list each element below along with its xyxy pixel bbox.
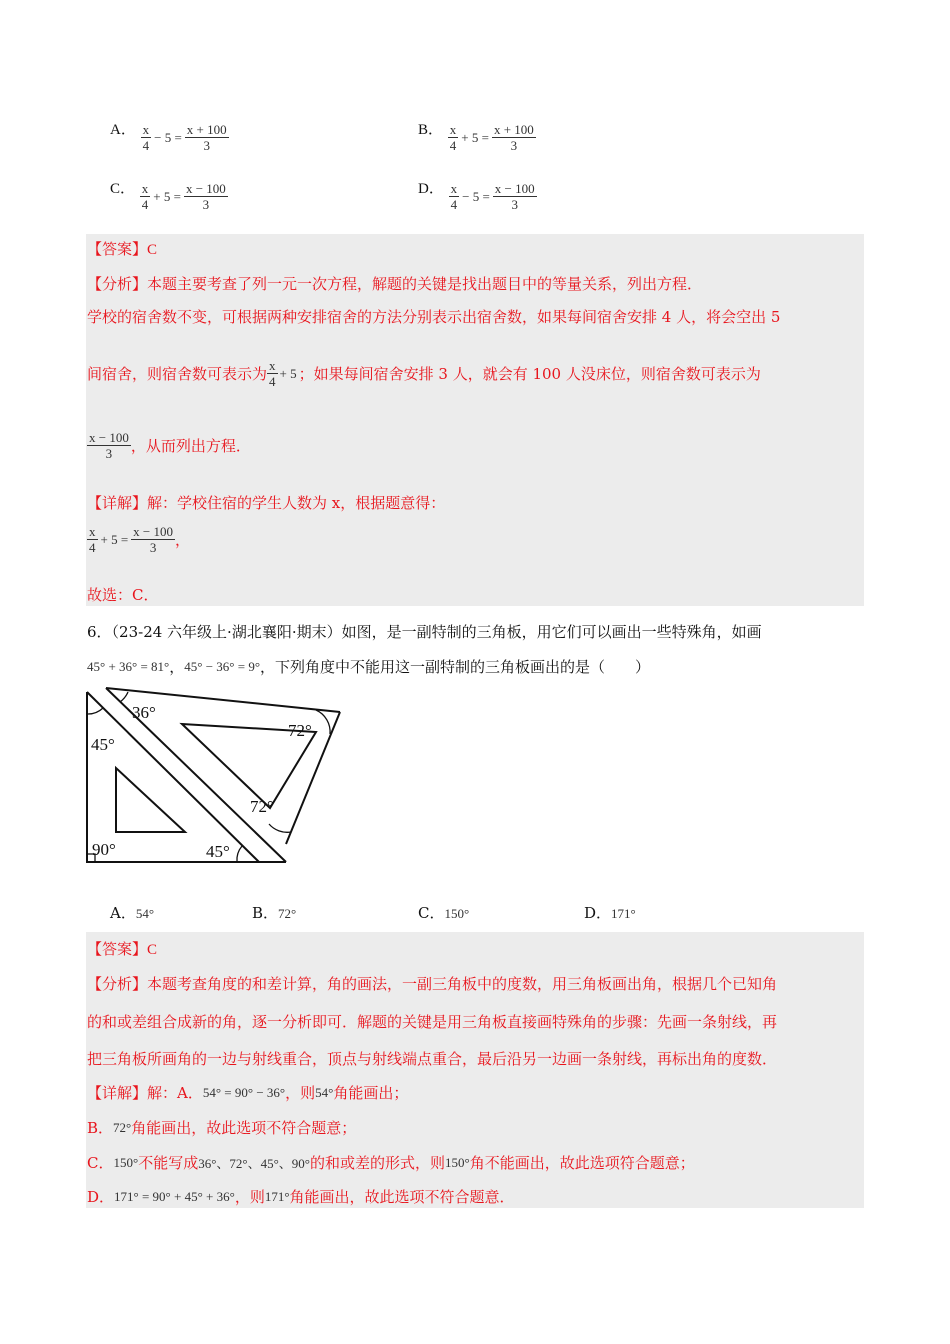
- q6-option-a: A．54°: [110, 904, 155, 922]
- q6-stem-line1: 6．（23-24 六年级上·湖北襄阳·期末）如图，是一副特制的三角板，用它们可以画出一些特殊角，如画: [87, 623, 762, 641]
- q6-detail-b: B． 72° 角能画出，故此选项不符合题意；: [87, 1119, 357, 1137]
- q6-analysis-line2: 的和或差组合成新的角，逐一分析即可．解题的关键是用三角板直接画特殊角的步骤：先画一条射线，再: [87, 1013, 778, 1031]
- q6-analysis-line1: 【分析】本题考查角度的和差计算，角的画法，一副三角板中的度数，用三角板画出角，根据几个已知角: [87, 975, 778, 993]
- option-a: A． $\frac{x}{4}$ − 5 = $\frac{x + 100}{3}$: [110, 122, 227, 153]
- q5-analysis-line2: 学校的宿舍数不变，可根据两种安排宿舍的方法分别表示出宿舍数，如果每间宿舍安排 4 人，将会空出 5: [87, 308, 781, 326]
- option-c: C． $\frac{x}{4}$ + 5 = $\frac{x - 100}{3}$: [110, 181, 226, 212]
- option-b: B． $\frac{x}{4}$ + 5 = $\frac{x + 100}{3}$: [418, 122, 534, 153]
- label-72-bottom: 72°: [250, 797, 274, 816]
- hypotenuse-edge-1: [87, 692, 259, 862]
- q6-detail-a: 【详解】 解：A． 54° = 90° − 36° ，则 54° 角能画出；: [87, 1084, 409, 1102]
- q5-analysis-line4: $\frac{x - 100}{3}$ ，从而列出方程．: [89, 430, 251, 461]
- equation-d: $\frac{x}{4}$ − 5 = $\frac{x - 100}{3}$: [450, 181, 535, 212]
- triangle-set-figure: [84, 686, 344, 868]
- option-d: D． $\frac{x}{4}$ − 5 = $\frac{x - 100}{3}$: [418, 181, 535, 212]
- q6-option-c: C．150°: [418, 904, 470, 922]
- equation-c: $\frac{x}{4}$ + 5 = $\frac{x - 100}{3}$: [141, 181, 226, 212]
- q6-detail-c: C． 150° 不能写成 36°、72°、45°、90° 的和或差的形式，则 150° 角不能画出，故此选项符合题意；: [87, 1154, 695, 1172]
- q6-stem-line2: 45° + 36° = 81° ， 45° − 36° = 9° ，下列角度中不能用这一副特制的三角板画出的是（ ）: [87, 658, 651, 676]
- q6-option-b: B．72°: [252, 904, 297, 922]
- label-36: 36°: [132, 703, 156, 722]
- q5-answer: 【答案】C: [87, 240, 158, 258]
- label-45-top: 45°: [91, 735, 115, 754]
- arc-72-top: [316, 710, 330, 734]
- q5-detail-equation: $\frac{x}{4}$ + 5 = $\frac{x - 100}{3}$ ，: [89, 524, 191, 555]
- q6-answer: 【答案】C: [87, 940, 158, 958]
- label-45-bottom: 45°: [206, 842, 230, 861]
- q5-detail-choice: 故选：C．: [87, 586, 159, 604]
- arc-45-bottom: [237, 846, 242, 862]
- q6-option-d: D．171°: [584, 904, 636, 922]
- equation-a: $\frac{x}{4}$ − 5 = $\frac{x + 100}{3}$: [142, 122, 227, 153]
- q5-analysis-line3: 间宿舍，则宿舍数可表示为 $\frac{x}{4}$ + 5 ；如果每间宿舍安排 3 人，就会有 100 人没床位，则宿舍数可表示为: [87, 358, 761, 389]
- label-72-top: 72°: [288, 721, 312, 740]
- q5-analysis-line1: 【分析】本题主要考查了列一元一次方程，解题的关键是找出题目中的等量关系，列出方程．: [87, 275, 703, 293]
- equation-b: $\frac{x}{4}$ + 5 = $\frac{x + 100}{3}$: [449, 122, 534, 153]
- arc-45-top: [87, 708, 103, 714]
- q6-analysis-line3: 把三角板所画角的一边与射线重合，顶点与射线端点重合，最后沿另一边画一条射线，再标出角的度数．: [87, 1050, 778, 1068]
- arc-36: [120, 692, 128, 702]
- arc-72-bottom: [269, 824, 291, 832]
- q6-detail-d: D． 171° = 90° + 45° + 36° ，则 171° 角能画出，故此选项不符合题意．: [87, 1188, 515, 1206]
- label-90: 90°: [92, 840, 116, 859]
- q5-detail-line1: 【详解】解：学校住宿的学生人数为 x，根据题意得：: [87, 494, 446, 512]
